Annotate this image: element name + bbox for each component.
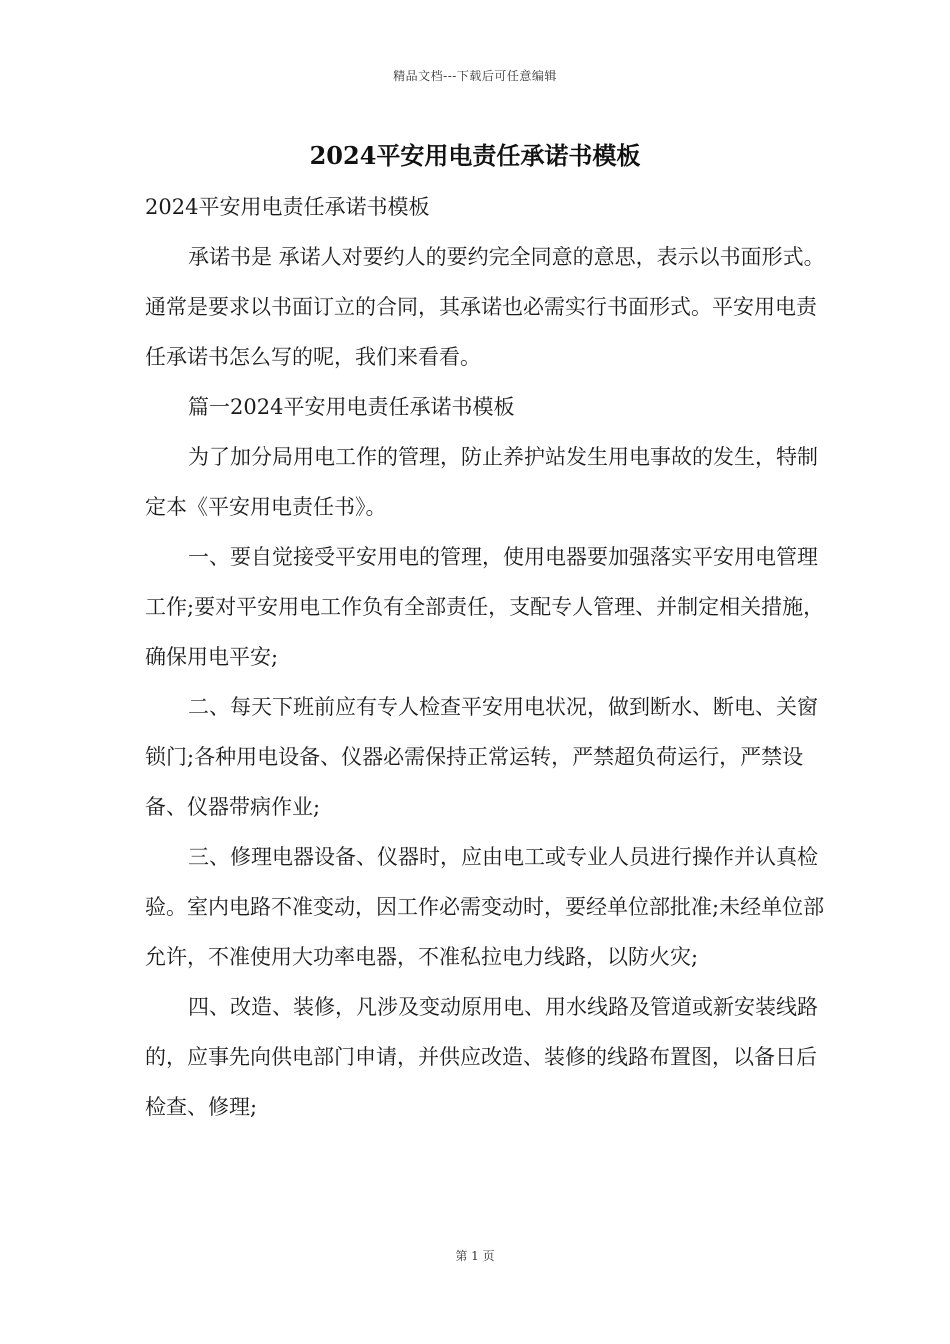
paragraph-clause-1: 一、要自觉接受平安用电的管理，使用电器要加强落实平安用电管理工作;要对平安用电工作负有全部责任，支配专人管理、并制定相关措施，确保用电平安; bbox=[145, 545, 825, 669]
document-title: 2024平安用电责任承诺书模板 bbox=[309, 141, 641, 170]
paragraph-intro: 承诺书是 承诺人对要约人的要约完全同意的意思，表示以书面形式。通常是要求以书面订立的合同，其承诺也必需实行书面形式。平安用电责任承诺书怎么写的呢，我们来看看。 bbox=[145, 245, 825, 369]
paragraph-subtitle: 2024平安用电责任承诺书模板 bbox=[145, 195, 430, 219]
document-body bbox=[145, 182, 825, 1132]
paragraph-clause-4: 四、改造、装修，凡涉及变动原用电、用水线路及管道或新安装线路的，应事先向供电部门申请，并供应改造、装修的线路布置图，以备日后检查、修理; bbox=[145, 995, 818, 1119]
page-header: 精品文档---下载后可任意编辑 bbox=[393, 69, 557, 83]
paragraph-purpose: 为了加分局用电工作的管理，防止养护站发生用电事故的发生，特制定本《平安用电责任书》。 bbox=[145, 445, 818, 519]
paragraph-clause-3: 三、修理电器设备、仪器时，应由电工或专业人员进行操作并认真检验。室内电路不准变动，因工作必需变动时，要经单位部批准;未经单位部允许，不准使用大功率电器，不准私拉电力线路，以防火灾; bbox=[145, 845, 825, 969]
page-number: 第 1 页 bbox=[455, 1249, 495, 1263]
paragraph-clause-2: 二、每天下班前应有专人检查平安用电状况，做到断水、断电、关窗锁门;各种用电设备、仪器必需保持正常运转，严禁超负荷运行，严禁设备、仪器带病作业; bbox=[145, 695, 818, 819]
paragraph-section-heading: 篇一2024平安用电责任承诺书模板 bbox=[188, 395, 515, 419]
